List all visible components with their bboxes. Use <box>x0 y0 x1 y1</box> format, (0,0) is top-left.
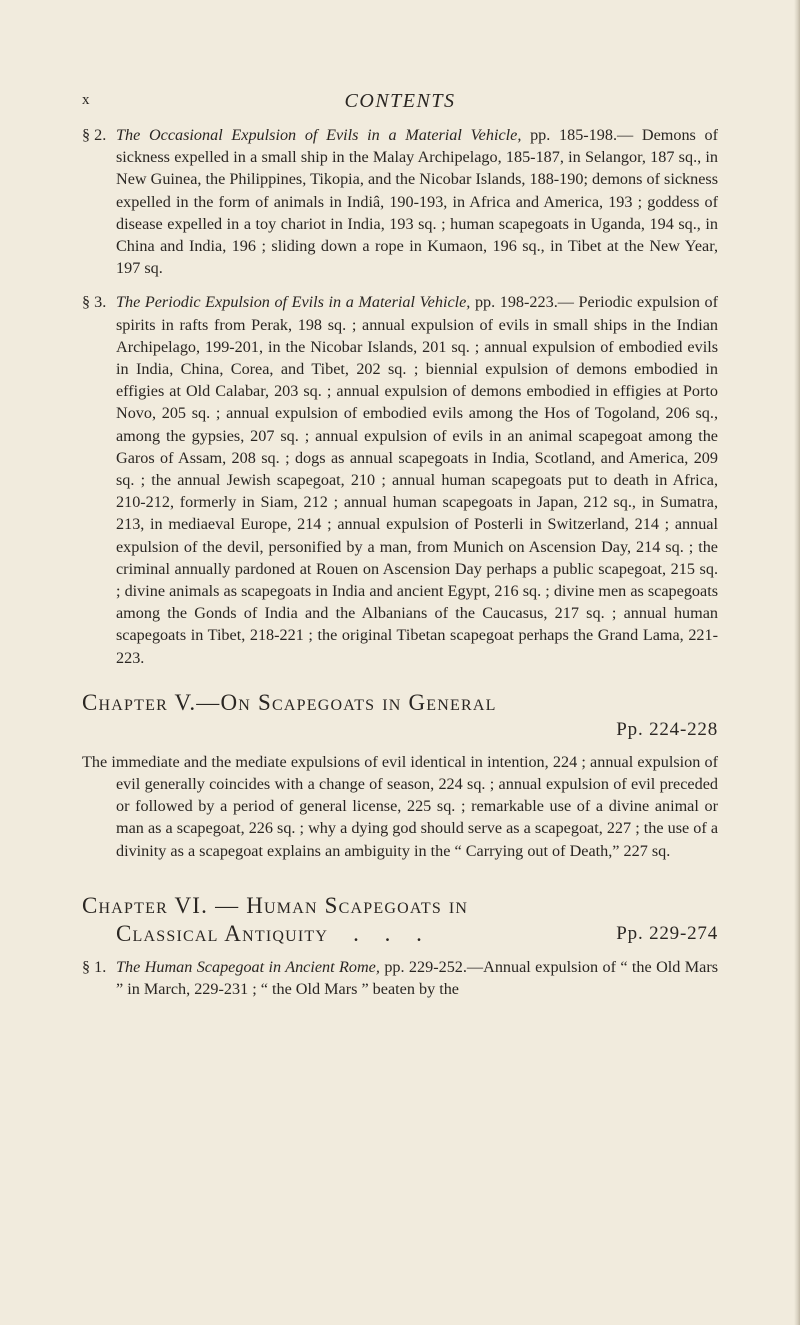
chapter-6-title-line1: Chapter VI. — Human Scapegoats in <box>82 892 469 918</box>
section-pages: pp. 229-252.— <box>384 957 484 976</box>
chapter-5-title: Chapter V.—On Scapegoats in General <box>82 689 497 715</box>
page-number: x <box>82 92 90 108</box>
page-header <box>82 90 718 116</box>
page-edge-shadow <box>794 0 800 1325</box>
contents-body <box>82 124 718 1000</box>
section-number: § 2. <box>82 126 107 144</box>
chapter-6-pages: Pp. 229-274 <box>616 922 718 944</box>
chapter-5-heading <box>82 689 718 743</box>
chapter-5-pages: Pp. 224-228 <box>616 718 718 740</box>
section-number: § 1. <box>82 957 107 976</box>
section-title: The Human Scapegoat in Ancient Rome, <box>116 957 380 976</box>
section-entry-3 <box>82 291 718 668</box>
running-head: CONTENTS <box>344 90 456 112</box>
section-pages: pp. 185-198.— <box>530 126 634 144</box>
chapter-6-heading <box>82 892 718 948</box>
chapter-6-dots: . . . <box>353 920 432 946</box>
chapter-6-title-line2: Classical Antiquity <box>116 920 329 946</box>
chapter-5-summary: The immediate and the mediate expulsions of evil identical in intention, 224 ; annual expulsion of evil generally coincides with a change of season, 224 sq. ; annual expulsion of evil preceded or followed by a period of general license, 225 sq. ; remarkable use of a divine animal or man as a scapegoat, 226 sq. ; why a dying god should serve as a scapegoat, 227 ; the use of a divinity as a scapegoat explains an ambiguity in the “ Carrying out of Death,” 227 sq. <box>82 752 718 860</box>
section-title: The Occasional Expulsion of Evils in a Material Vehicle, <box>116 126 522 144</box>
section-text: Annual expulsion of “ the Old Mars ” in March, 229-231 ; “ the Old Mars ” beaten by the <box>116 957 719 999</box>
section-entry-ch6-1 <box>82 956 718 1000</box>
chapter-6-title-line2-row <box>116 920 718 948</box>
section-title: The Periodic Expulsion of Evils in a Material Vehicle, <box>116 293 471 312</box>
section-text: Demons of sickness expelled in a small ship in the Malay Archipelago, 185-187, in Selangor, 187 sq., in New Guinea, the Philippines, Tikopia, and the Nicobar Islands, 188-190; demons of sickness expelled in the form of animals in Indiâ, 190-193, in Africa and America, 193 ; goddess of disease expelled in a toy chariot in India, 193 sq. ; human scapegoats in Uganda, 194 sq., in China and India, 196 ; sliding down a rope in Kumaon, 196 sq., in Tibet at the New Year, 197 sq. <box>116 126 719 278</box>
section-text: Periodic expulsion of spirits in rafts from Perak, 198 sq. ; annual expulsion of evils in small ships in the Indian Archipelago, 199-201, in the Nicobar Islands, 201 sq. ; annual expulsion of embodied evils in India, China, Corea, and Tibet, 202 sq. ; biennial expulsion of demons embodied in effigies at Old Calabar, 203 sq. ; annual expulsion of demons embodied in effigies at Porto Novo, 205 sq. ; annual expulsion of embodied evils among the Hos of Togoland, 206 sq., among the gypsies, 207 sq. ; annual expulsion of evils in an animal scapegoat among the Garos of Assam, 208 sq. ; dogs as annual scapegoats in India, Scotland, and America, 209 sq. ; the annual Jewish scapegoat, 210 ; annual human scapegoats put to death in Africa, 210-212, formerly in Siam, 212 ; annual human scapegoats in Japan, 212 sq., in Sumatra, 213, in mediaeval Europe, 214 ; annual expulsion of Posterli in Switzerland, 214 ; annual expulsion of the devil, personified by a man, from Munich on Ascension Day, 214 sq. ; the criminal annually pardoned at Rouen on Ascension Day perhaps a public scapegoat, 215 sq. ; divine animals as scapegoats in India and ancient Egypt, 216 sq. ; divine men as scapegoats among the Gonds of India and the Albanians of the Caucasus, 217 sq. ; annual human scapegoats in Tibet, 218-221 ; the original Tibetan scapegoat perhaps the Grand Lama, 221-223. <box>116 293 719 667</box>
section-number: § 3. <box>82 293 107 312</box>
section-entry-2 <box>82 124 718 279</box>
section-pages: pp. 198-223.— <box>474 293 574 312</box>
